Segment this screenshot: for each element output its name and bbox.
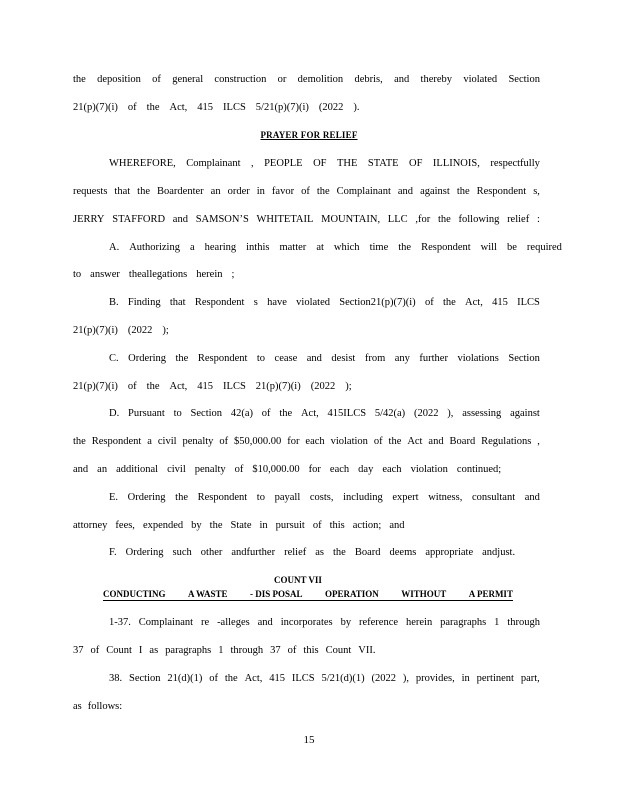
- word: s: [253, 297, 258, 308]
- word: 21(d)(1): [167, 673, 203, 684]
- word: construction: [214, 74, 267, 85]
- word: including: [343, 492, 383, 503]
- word: B.: [109, 297, 119, 308]
- word: or: [277, 74, 287, 85]
- word: Authorizing: [129, 242, 180, 253]
- body-text-line: [73, 380, 540, 394]
- word: of: [127, 102, 137, 113]
- word: Respondent: [476, 186, 527, 197]
- body-text-line: [73, 519, 540, 533]
- word: ;: [231, 269, 235, 280]
- word: pertinent: [476, 673, 514, 684]
- word: respectfully: [490, 158, 540, 169]
- word: 415: [269, 673, 285, 684]
- word: additional: [116, 464, 159, 475]
- word: 21(p)(7)(i): [73, 102, 118, 113]
- word: each: [329, 464, 350, 475]
- word: desist: [331, 353, 356, 364]
- body-text-line: [73, 101, 540, 115]
- word: an: [210, 186, 221, 197]
- word: of: [152, 74, 161, 85]
- word: MOUNTAIN,: [321, 214, 381, 225]
- word: hearing: [204, 242, 237, 253]
- word: ),: [402, 673, 410, 684]
- word: attorney: [73, 520, 108, 531]
- word: theallegations: [128, 269, 188, 280]
- word: violated: [296, 297, 330, 308]
- word: the: [73, 74, 86, 85]
- word: at: [316, 242, 324, 253]
- word: 1-37.: [109, 617, 131, 628]
- word: provides,: [415, 673, 455, 684]
- word: Ordering: [125, 547, 164, 558]
- word: Section: [129, 673, 161, 684]
- word: violations: [457, 353, 499, 364]
- word: a: [189, 242, 195, 253]
- word: to: [256, 353, 266, 364]
- word: action;: [352, 520, 382, 531]
- word: Respondent: [91, 436, 142, 447]
- word: by: [191, 520, 202, 531]
- word: of: [209, 673, 218, 684]
- word: against: [510, 408, 540, 419]
- word: violation: [410, 464, 448, 475]
- body-text-line: [109, 407, 540, 421]
- word: ),: [447, 408, 454, 419]
- page-number: 15: [303, 734, 315, 746]
- word: paragraphs: [165, 645, 212, 656]
- word: -alleges: [217, 617, 250, 628]
- body-text-line: [73, 185, 540, 199]
- word: );: [162, 325, 169, 336]
- word: STAFFORD: [112, 214, 166, 225]
- word: 21(p)(7)(i): [73, 381, 118, 392]
- word: Section: [508, 74, 540, 85]
- word: that: [114, 186, 131, 197]
- body-text-line: [109, 491, 540, 505]
- word: demolition: [297, 74, 344, 85]
- word: Regulations: [481, 436, 532, 447]
- word: OF: [313, 158, 327, 169]
- word: by: [340, 617, 352, 628]
- word: Act,: [169, 102, 188, 113]
- word: Board: [449, 436, 476, 447]
- word: ILCS: [223, 381, 246, 392]
- word: A.: [109, 242, 120, 253]
- word: (2022: [413, 408, 439, 419]
- word: be: [506, 242, 517, 253]
- word: favor: [271, 186, 295, 197]
- word: the: [146, 102, 160, 113]
- word: through: [507, 617, 540, 628]
- word: violation: [330, 436, 368, 447]
- word: herein: [196, 269, 223, 280]
- word: Act,: [465, 297, 483, 308]
- body-text-line: [73, 700, 540, 714]
- word: s,: [533, 186, 540, 197]
- word: andfurther: [231, 547, 276, 558]
- word: 415: [197, 102, 214, 113]
- word: assessing: [462, 408, 502, 419]
- word: of: [261, 408, 271, 419]
- word: Count: [325, 645, 352, 656]
- word: of: [287, 645, 297, 656]
- count-title-word: A WASTE: [187, 589, 228, 599]
- word: I: [138, 645, 143, 656]
- word: 415ILCS: [327, 408, 367, 419]
- word: Board: [354, 547, 381, 558]
- word: the: [279, 408, 293, 419]
- word: violated: [463, 74, 498, 85]
- word: VII.: [358, 645, 376, 656]
- body-text-line: [73, 324, 540, 338]
- word: the: [398, 242, 412, 253]
- word: in: [259, 520, 268, 531]
- word: matter: [279, 242, 307, 253]
- word: penalty: [194, 464, 226, 475]
- word: any: [394, 353, 410, 364]
- word: time: [369, 242, 389, 253]
- word: and: [257, 617, 273, 628]
- word: re: [200, 617, 210, 628]
- word: reference: [358, 617, 399, 628]
- word: $10,000.00: [252, 464, 300, 475]
- word: which: [333, 242, 360, 253]
- word: and: [524, 492, 540, 503]
- word: and: [389, 520, 405, 531]
- word: an: [97, 464, 108, 475]
- word: 5/21(d)(1): [321, 673, 365, 684]
- word: State: [230, 520, 252, 531]
- word: Ordering: [127, 492, 166, 503]
- word: herein: [405, 617, 433, 628]
- word: will: [480, 242, 497, 253]
- word: THE: [336, 158, 358, 169]
- word: (2022: [310, 381, 336, 392]
- body-text-line: [109, 241, 562, 255]
- word: as: [315, 547, 324, 558]
- word: deems: [389, 547, 417, 558]
- word: general: [172, 74, 204, 85]
- word: to: [256, 492, 265, 503]
- word: of: [90, 645, 100, 656]
- body-text-line: [73, 435, 540, 449]
- word: for: [287, 436, 300, 447]
- word: Respondent: [194, 297, 245, 308]
- word: WHEREFORE,: [109, 158, 176, 169]
- word: 21(p)(7)(i): [255, 381, 301, 392]
- word: D.: [109, 408, 120, 419]
- word: ).: [353, 102, 360, 113]
- word: and: [306, 353, 322, 364]
- word: of: [219, 436, 229, 447]
- word: of: [312, 520, 322, 531]
- word: (2022: [371, 673, 397, 684]
- count-title-word: WITHOUT: [401, 589, 447, 599]
- word: Act,: [300, 408, 319, 419]
- word: ,: [250, 158, 254, 169]
- word: this: [303, 645, 319, 656]
- word: (2022: [127, 325, 153, 336]
- word: for: [308, 464, 321, 475]
- word: Pursuant: [128, 408, 165, 419]
- word: ILLINOIS,: [432, 158, 480, 169]
- word: inthis: [246, 242, 270, 253]
- word: Boardenter: [157, 186, 204, 197]
- word: as: [73, 701, 82, 712]
- word: PEOPLE: [264, 158, 303, 169]
- word: Respondent: [421, 242, 471, 253]
- word: 415: [492, 297, 508, 308]
- word: required: [526, 242, 562, 253]
- word: 1: [494, 617, 500, 628]
- word: Complainant: [186, 158, 241, 169]
- word: Act,: [169, 381, 188, 392]
- word: ,for: [415, 214, 431, 225]
- word: continued;: [456, 464, 502, 475]
- count-title-word: OPERATION: [324, 589, 379, 599]
- word: 5/21(p)(7)(i): [255, 102, 309, 113]
- word: and: [397, 186, 414, 197]
- word: ILCS: [291, 673, 315, 684]
- word: cease: [274, 353, 298, 364]
- word: the: [146, 381, 160, 392]
- word: civil: [157, 436, 177, 447]
- word: the: [333, 547, 346, 558]
- word: the: [456, 186, 470, 197]
- count-title-word: A PERMIT: [468, 589, 513, 599]
- body-text-line: [109, 352, 540, 366]
- word: costs,: [309, 492, 334, 503]
- count-title-heading: [103, 588, 513, 601]
- word: the: [175, 492, 188, 503]
- word: Section: [508, 353, 540, 364]
- word: of: [373, 436, 383, 447]
- word: (2022: [318, 102, 344, 113]
- word: the: [388, 436, 402, 447]
- word: the: [209, 520, 223, 531]
- count-number-heading: COUNT VII: [274, 575, 322, 585]
- word: order: [227, 186, 250, 197]
- word: relief: [284, 547, 307, 558]
- word: the: [316, 186, 330, 197]
- word: $50,000.00: [234, 436, 282, 447]
- body-text-line: [73, 268, 540, 282]
- word: 415: [197, 381, 214, 392]
- word: expended: [142, 520, 184, 531]
- body-text-line: [109, 546, 540, 560]
- word: LLC: [387, 214, 408, 225]
- word: Act,: [244, 673, 263, 684]
- count-title-word: CONDUCTING: [103, 589, 166, 599]
- word: such: [172, 547, 192, 558]
- word: 1: [218, 645, 224, 656]
- word: Finding: [127, 297, 161, 308]
- word: );: [345, 381, 352, 392]
- body-text-line: [73, 463, 540, 477]
- word: of: [127, 381, 137, 392]
- word: expert: [392, 492, 419, 503]
- body-text-line: [109, 616, 540, 630]
- word: 37: [73, 645, 84, 656]
- body-text-line: [109, 157, 540, 171]
- body-text-line: [73, 644, 540, 658]
- word: OF: [409, 158, 423, 169]
- word: the: [137, 186, 150, 197]
- word: follows:: [87, 701, 123, 712]
- word: thereby: [420, 74, 453, 85]
- word: this: [329, 520, 345, 531]
- word: STATE: [367, 158, 399, 169]
- word: part,: [520, 673, 540, 684]
- word: Act: [407, 436, 423, 447]
- word: 38.: [109, 673, 123, 684]
- word: the: [437, 214, 451, 225]
- word: Ordering: [128, 353, 167, 364]
- word: Count: [106, 645, 132, 656]
- word: andjust.: [482, 547, 516, 558]
- word: deposition: [97, 74, 141, 85]
- word: penalty: [182, 436, 214, 447]
- word: of: [234, 464, 244, 475]
- word: the: [442, 297, 456, 308]
- word: against: [420, 186, 450, 197]
- word: each: [382, 464, 402, 475]
- word: other: [200, 547, 223, 558]
- word: answer: [90, 269, 120, 280]
- word: incorporates: [280, 617, 333, 628]
- word: and: [73, 464, 89, 475]
- word: ILCS: [223, 102, 246, 113]
- word: as: [149, 645, 159, 656]
- word: debris,: [354, 74, 383, 85]
- word: each: [305, 436, 325, 447]
- body-text-line: [109, 296, 540, 310]
- word: Complainant: [336, 186, 391, 197]
- word: that: [169, 297, 186, 308]
- word: 42(a): [230, 408, 253, 419]
- word: appropriate: [425, 547, 474, 558]
- word: witness,: [428, 492, 463, 503]
- word: :: [536, 214, 540, 225]
- word: the: [73, 436, 86, 447]
- word: Section: [190, 408, 223, 419]
- word: ILCS: [517, 297, 540, 308]
- word: and: [428, 436, 444, 447]
- word: payall: [274, 492, 301, 503]
- word: to: [73, 269, 82, 280]
- count-title-word: - DIS POSAL: [250, 589, 303, 599]
- word: F.: [109, 547, 117, 558]
- prayer-for-relief-heading: PRAYER FOR RELIEF: [260, 130, 358, 140]
- word: to: [173, 408, 182, 419]
- word: through: [230, 645, 264, 656]
- word: Section21(p)(7)(i): [339, 297, 416, 308]
- word: 21(p)(7)(i): [73, 325, 118, 336]
- word: following: [458, 214, 500, 225]
- body-text-line: [73, 73, 540, 87]
- word: from: [364, 353, 386, 364]
- word: and: [172, 214, 188, 225]
- word: consultant: [471, 492, 516, 503]
- word: day: [358, 464, 374, 475]
- word: of: [424, 297, 434, 308]
- word: have: [267, 297, 287, 308]
- word: Respondent: [197, 353, 248, 364]
- word: and: [394, 74, 410, 85]
- word: in: [256, 186, 265, 197]
- word: JERRY: [73, 214, 105, 225]
- word: civil: [167, 464, 186, 475]
- word: 37: [270, 645, 281, 656]
- word: fees,: [115, 520, 135, 531]
- word: of: [301, 186, 310, 197]
- word: a: [147, 436, 152, 447]
- word: the: [224, 673, 238, 684]
- word: SAMSON’S: [195, 214, 249, 225]
- word: requests: [73, 186, 108, 197]
- word: WHITETAIL: [256, 214, 314, 225]
- word: in: [461, 673, 470, 684]
- word: 5/42(a): [374, 408, 406, 419]
- word: relief: [507, 214, 530, 225]
- word: paragraphs: [440, 617, 487, 628]
- body-text-line: [109, 672, 540, 686]
- word: ,: [537, 436, 540, 447]
- word: pursuit: [275, 520, 305, 531]
- word: Respondent: [197, 492, 248, 503]
- word: Complainant: [138, 617, 194, 628]
- word: C.: [109, 353, 119, 364]
- word: E.: [109, 492, 119, 503]
- word: further: [419, 353, 448, 364]
- body-text-line: [73, 213, 540, 227]
- word: the: [175, 353, 189, 364]
